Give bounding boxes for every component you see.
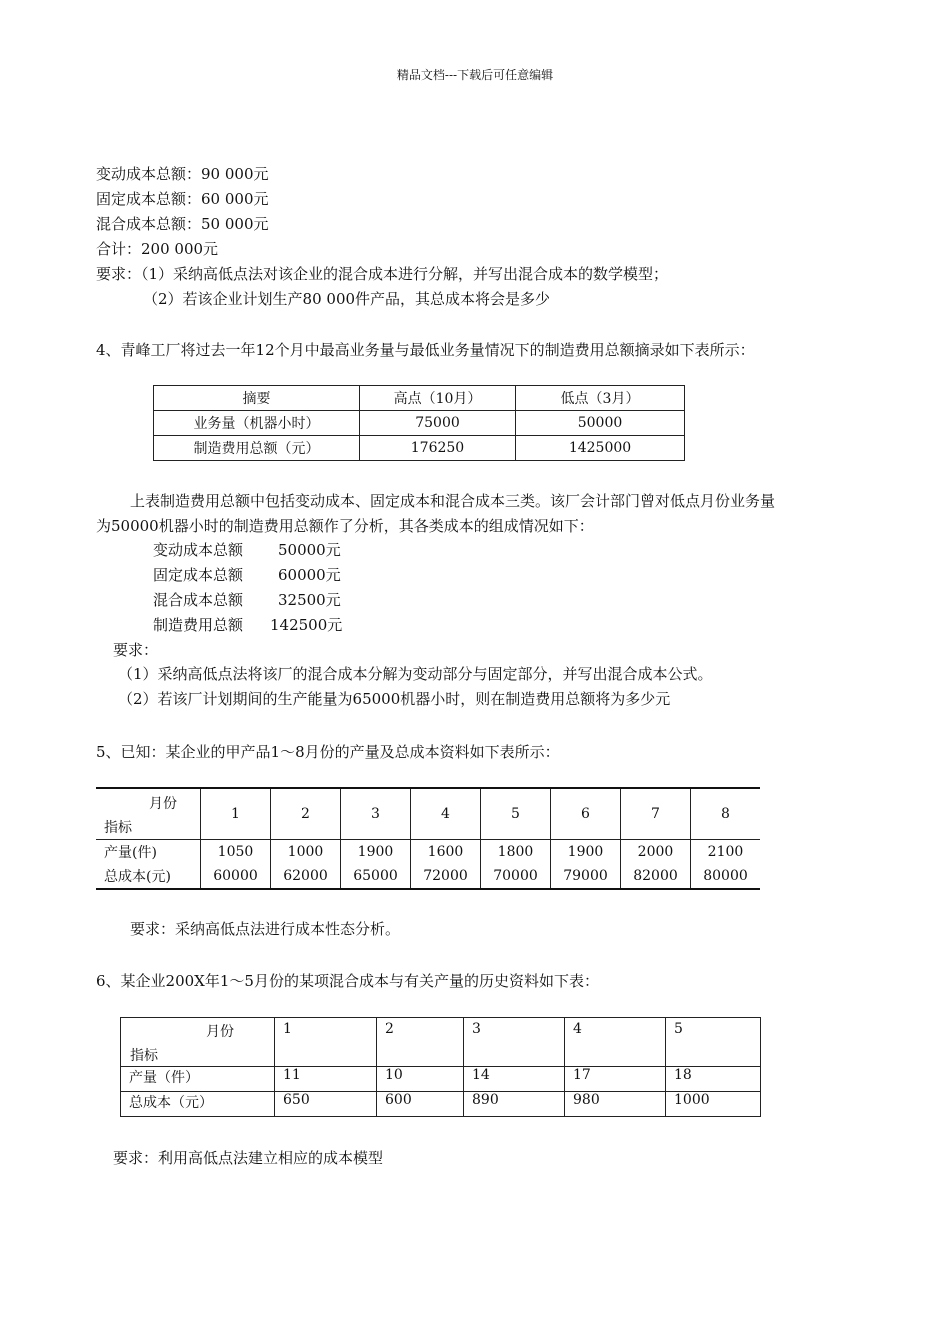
table-header-cell: 8 [691, 788, 761, 840]
table-header-cell: 1 [275, 1018, 377, 1067]
q4-item-label: 混合成本总额 [153, 591, 244, 609]
table-cell: 1050 [201, 840, 271, 865]
q4-item-label: 固定成本总额 [153, 566, 244, 584]
table-row [154, 411, 685, 436]
q4-requirement: （1）采纳高低点法将该厂的混合成本分解为变动部分与固定部分，并写出混合成本公式。 [118, 665, 713, 683]
q4-item-label: 制造费用总额 [153, 616, 244, 634]
page-header: 精品文档---下载后可任意编辑 [396, 68, 554, 82]
table-cell: 650 [275, 1092, 377, 1117]
table-cell: 业务量（机器小时） [154, 411, 360, 436]
q4-table [153, 385, 685, 461]
table-cell: 62000 [271, 864, 341, 889]
table-header-cell: 5 [666, 1018, 761, 1067]
table-cell: 65000 [341, 864, 411, 889]
table-cell: 1900 [551, 840, 621, 865]
table-header-cell: 摘要 [154, 386, 360, 411]
table-cell: 82000 [621, 864, 691, 889]
table-row [121, 1092, 761, 1117]
table-cell: 1800 [481, 840, 551, 865]
table-header-cell: 7 [621, 788, 691, 840]
corner-top-label: 月份 [149, 796, 177, 812]
table-cell: 176250 [360, 436, 516, 461]
q5-title: 5、已知：某企业的甲产品1～8月份的产量及总成本资料如下表所示： [96, 743, 560, 761]
table-cell: 75000 [360, 411, 516, 436]
table-cell: 11 [275, 1067, 377, 1092]
q4-paragraph: 上表制造费用总额中包括变动成本、固定成本和混合成本三类。该厂会计部门曾对低点月份业务量 [130, 492, 776, 510]
q4-item-value: 50000元 [278, 541, 341, 559]
table-cell: 17 [565, 1067, 666, 1092]
table-header-cell: 3 [464, 1018, 565, 1067]
table-row-label: 总成本（元） [121, 1092, 275, 1117]
intro-line: 混合成本总额：50 000元 [96, 215, 269, 233]
table-header-cell: 4 [411, 788, 481, 840]
table-cell: 50000 [516, 411, 685, 436]
table-header-cell: 4 [565, 1018, 666, 1067]
corner-top-label: 月份 [206, 1024, 234, 1040]
intro-line: 合计：200 000元 [96, 240, 219, 258]
table-row-label: 总成本(元) [104, 869, 171, 885]
q4-paragraph: 为50000机器小时的制造费用总额作了分析，其各类成本的组成情况如下： [96, 517, 594, 535]
table-cell: 1425000 [516, 436, 685, 461]
table-header-cell: 低点（3月） [516, 386, 685, 411]
table-cell: 980 [565, 1092, 666, 1117]
table-cell: 10 [377, 1067, 464, 1092]
corner-bottom-label: 指标 [130, 1048, 158, 1064]
table-cell: 1600 [411, 840, 481, 865]
table-header-cell: 2 [271, 788, 341, 840]
q4-requirement-label: 要求： [113, 641, 159, 659]
table-cell: 2100 [691, 840, 761, 865]
table-header-cell: 2 [377, 1018, 464, 1067]
table-row-label: 产量(件) [104, 845, 157, 861]
table-cell: 890 [464, 1092, 565, 1117]
corner-bottom-label: 指标 [104, 820, 132, 836]
table-row [121, 1067, 761, 1092]
table-header-cell: 5 [481, 788, 551, 840]
intro-line: 要求：（1）采纳高低点法对该企业的混合成本进行分解，并写出混合成本的数学模型； [96, 265, 669, 283]
table-header-cell: 高点（10月） [360, 386, 516, 411]
q4-item-label: 变动成本总额 [153, 541, 244, 559]
table-cell: 制造费用总额（元） [154, 436, 360, 461]
table-cell: 70000 [481, 864, 551, 889]
q6-title: 6、某企业200X年1～5月份的某项混合成本与有关产量的历史资料如下表： [96, 972, 599, 990]
intro-line: 变动成本总额：90 000元 [96, 165, 269, 183]
table-row [96, 840, 760, 865]
q4-item-value: 32500元 [278, 591, 341, 609]
table-cell: 14 [464, 1067, 565, 1092]
table-row-label: 产量（件） [121, 1067, 275, 1092]
q4-title: 4、青峰工厂将过去一年12个月中最高业务量与最低业务量情况下的制造费用总额摘录如下表所示： [96, 341, 755, 359]
table-cell: 1000 [666, 1092, 761, 1117]
q5-table [96, 787, 760, 890]
q4-item-value: 60000元 [278, 566, 341, 584]
q4-requirement: （2）若该厂计划期间的生产能量为65000机器小时，则在制造费用总额将为多少元 [118, 690, 671, 708]
table-header-cell: 1 [201, 788, 271, 840]
table-cell: 18 [666, 1067, 761, 1092]
table-row [154, 436, 685, 461]
table-cell: 1900 [341, 840, 411, 865]
table-header-cell: 6 [551, 788, 621, 840]
intro-line: 固定成本总额：60 000元 [96, 190, 269, 208]
table-corner-cell [96, 788, 201, 840]
table-cell: 60000 [201, 864, 271, 889]
table-cell: 600 [377, 1092, 464, 1117]
table-cell: 1000 [271, 840, 341, 865]
table-cell: 72000 [411, 864, 481, 889]
table-row [96, 864, 760, 889]
table-cell: 79000 [551, 864, 621, 889]
q6-table [120, 1017, 761, 1117]
q4-item-value: 142500元 [270, 616, 343, 634]
q6-requirement: 要求：利用高低点法建立相应的成本模型 [113, 1149, 384, 1167]
table-header-cell: 3 [341, 788, 411, 840]
q5-requirement: 要求：采纳高低点法进行成本性态分析。 [130, 920, 401, 938]
table-cell: 2000 [621, 840, 691, 865]
intro-line: （2）若该企业计划生产80 000件产品，其总成本将会是多少 [143, 290, 551, 308]
table-cell: 80000 [691, 864, 761, 889]
table-corner-cell [121, 1018, 275, 1067]
